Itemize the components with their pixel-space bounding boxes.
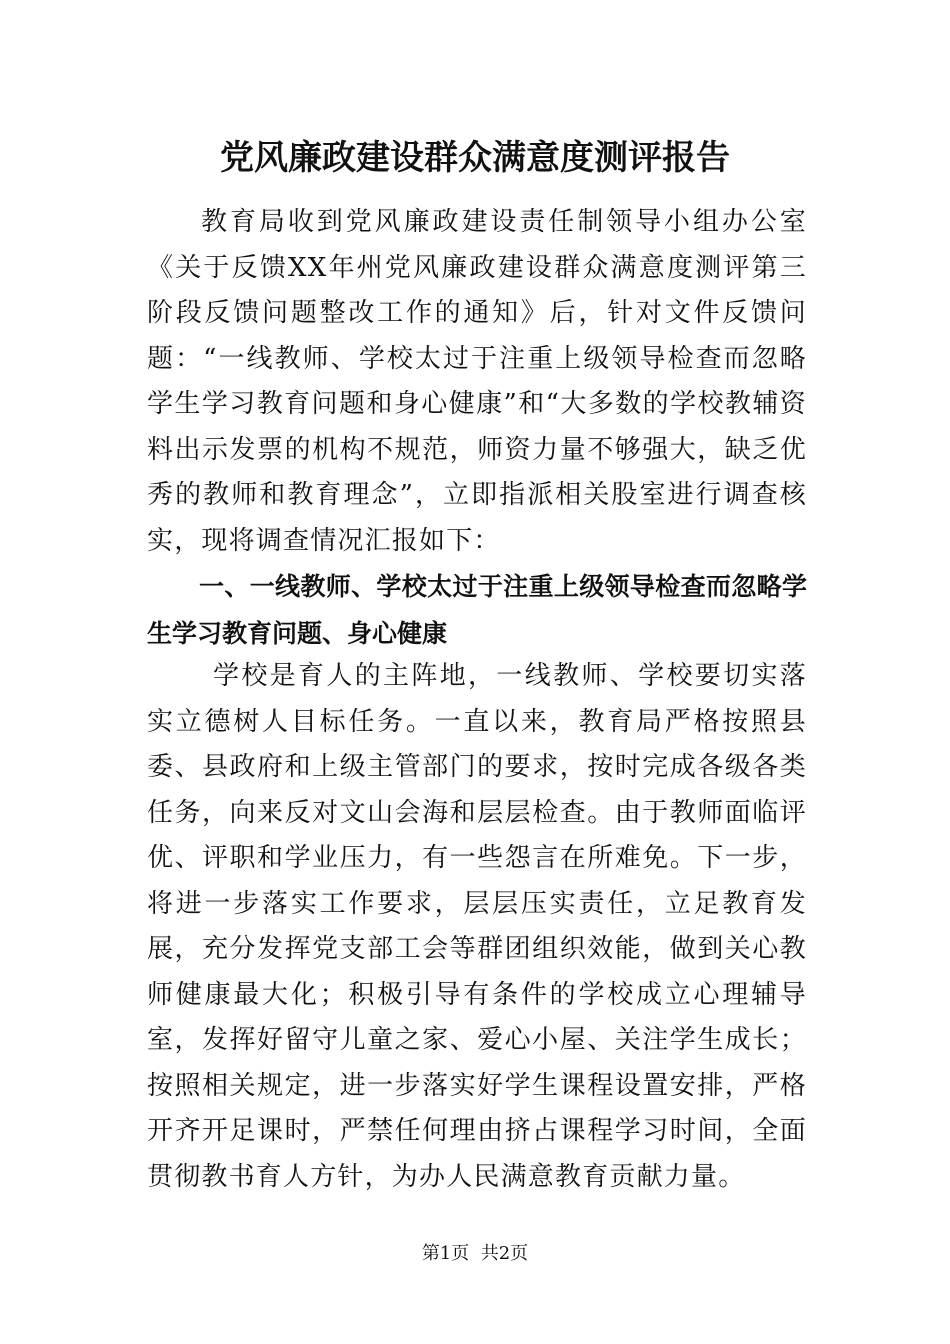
page-number-label: 第1页 共2页	[421, 1243, 529, 1264]
page-number-footer	[0, 1241, 950, 1267]
section-1-heading: 一、一线教师、学校太过于注重上级领导检查而忽略学生学习教育问题、身心健康	[147, 572, 807, 648]
section-1-body: 学校是育人的主阵地，一线教师、学校要切实落实立德树人目标任务。一直以来，教育局严格按照县委、县政府和上级主管部门的要求，按时完成各级各类任务，向来反对文山会海和层层检查。由于教师面临评优、评职和学业压力，有一些怨言在所难免。下一步，将进一步落实工作要求，层层压实责任，立足教育发展，充分发挥党支部工会等群团组织效能，做到关心教师健康最大化；积极引导有条件的学校成立心理辅导室，发挥好留守儿童之家、爱心小屋、关注学生成长；按照相关规定，进一步落实好学生课程设置安排，严格开齐开足课时，严禁任何理由挤占课程学习时间，全面贯彻教书育人方针，为办人民满意教育贡献力量。	[147, 661, 807, 1192]
intro-paragraph: 教育局收到党风廉政建设责任制领导小组办公室《关于反馈XX年州党风廉政建设群众满意度测评第三阶段反馈问题整改工作的通知》后，针对文件反馈问题：“一线教师、学校太过于注重上级领导检查而忽略学生学习教育问题和身心健康”和“大多数的学校教辅资料出示发票的机构不规范，师资力量不够强大，缺乏优秀的教师和教育理念”，立即指派相关股室进行调查核实，现将调查情况汇报如下：	[147, 207, 807, 556]
document-title: 党风廉政建设群众满意度测评报告	[220, 138, 730, 178]
